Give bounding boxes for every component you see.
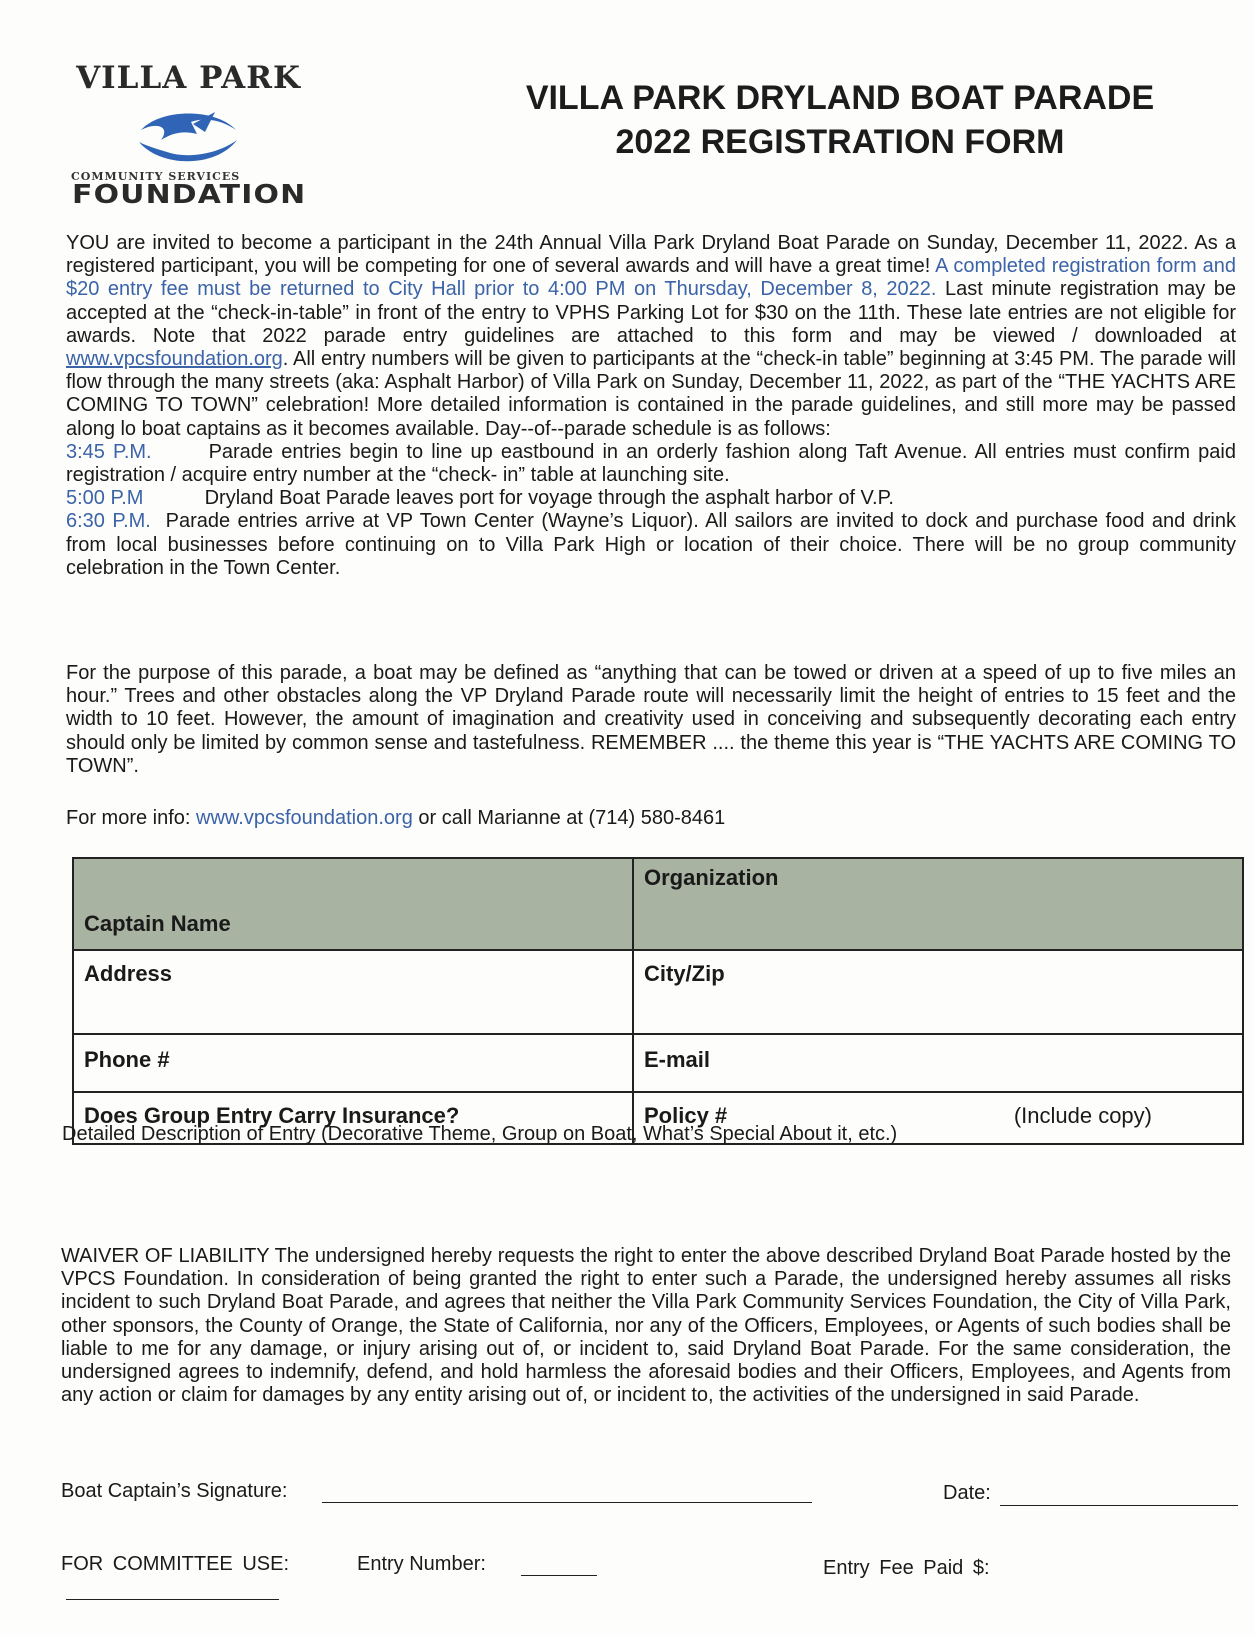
logo-top-text: VILLA PARK	[76, 60, 301, 96]
table-row	[73, 950, 1243, 1034]
intro-text-b: Last minute registration may be accepted at the “check-in-table” in front of the entry to VPHS Parking Lot for $30 on the 11th. These late entries are not eligible for awards. Note that 2022 parade entry guidelines are attached to this form and may be viewed / downloaded at	[66, 278, 1236, 347]
more-info-prefix: For more info:	[66, 807, 191, 829]
title-line-2: 2022 REGISTRATION FORM	[615, 123, 1065, 161]
table-row	[73, 1034, 1243, 1092]
captain-signature-label: Boat Captain’s Signature:	[61, 1480, 288, 1502]
schedule-item	[66, 487, 1236, 510]
schedule-text: Dryland Boat Parade leaves port for voyage through the asphalt harbor of V.P.	[204, 487, 894, 510]
entry-fee-paid-label: Entry Fee Paid $:	[823, 1557, 990, 1579]
page-title	[455, 76, 1225, 164]
address-field[interactable]: Address	[73, 950, 633, 1034]
insurance-field[interactable]: Does Group Entry Carry Insurance?	[73, 1092, 633, 1144]
more-info-line	[66, 806, 1236, 830]
waiver-of-liability: WAIVER OF LIABILITY The undersigned hereby requests the right to enter the above described Dryland Boat Parade hosted by the VPCS Foundation. In consideration of being granted the right to enter such a Parade, the undersigned hereby assumes all risks incident to such Dryland Boat Parade, and agrees that neither the Villa Park Community Services Foundation, the City of Villa Park, other sponsors, the County of Orange, the State of California, nor any of the Officers, Employees, or Agents of such bodies shall be liable to me for any damage, or injury arising out of, or incident to, said Dryland Boat Parade. For the same consideration, the undersigned agrees to indemnify, defend, and hold harmless the aforesaid bodies and their Officers, Employees, and Agents from any action or claim for damages by any entity arising out of, or incident to, the activities of the undersigned in said Parade.	[61, 1245, 1231, 1407]
city-zip-field[interactable]: City/Zip	[633, 950, 1243, 1034]
email-field[interactable]: E-mail	[633, 1034, 1243, 1092]
logo-subtitle: COMMUNITY SERVICES	[71, 170, 241, 183]
entry-fee-line[interactable]	[66, 1599, 279, 1600]
date-label: Date:	[943, 1482, 991, 1504]
boat-sail-logo-icon	[131, 100, 246, 172]
title-line-1: VILLA PARK DRYLAND BOAT PARADE	[525, 79, 1155, 117]
foundation-logo	[66, 60, 311, 210]
entry-number-line[interactable]	[521, 1575, 597, 1576]
entry-number-label: Entry Number:	[357, 1553, 486, 1575]
intro-paragraph	[66, 232, 1236, 580]
captain-name-field[interactable]: Captain Name	[73, 858, 633, 950]
boat-definition-paragraph: For the purpose of this parade, a boat may be defined as “anything that can be towed or driven at a speed of up to five miles an hour.” Trees and other obstacles along the VP Dryland Parade route will necessarily limit the height of entries to 15 feet and the width to 10 feet. However, the amount of imagination and creativity used in conceiving and subsequently decorating each entry should only be limited by common sense and tastefulness. REMEMBER .... the theme this year is “THE YACHTS ARE COMING TO TOWN”.	[66, 662, 1236, 777]
schedule-item	[66, 510, 1236, 580]
intro-text-a: YOU are invited to become a participant in the 24th Annual Villa Park Dryland Boat Parade on Sunday, December 11, 2022. As a registered participant, you will be competing for one of several awards and will have a great time!	[66, 232, 1236, 278]
schedule-time: 5:00 P.M	[66, 487, 144, 510]
table-row	[73, 858, 1243, 950]
deadline-notice: A completed registration form and $20 entry fee must be returned to City Hall prior to 4:00 PM on Thursday, December 8, 2022.	[66, 255, 1237, 301]
schedule-text: Parade entries begin to line up eastbound in an orderly fashion along Taft Avenue. All entries must confirm paid registration / acquire entry number at the “check- in” table at launching site.	[66, 440, 1236, 487]
more-info-suffix: or call Marianne at (714) 580-8461	[418, 807, 726, 829]
schedule-time: 3:45 P.M.	[66, 440, 152, 463]
logo-bottom-text: FOUNDATION	[72, 180, 307, 210]
captain-signature-line[interactable]	[322, 1502, 812, 1503]
description-label: Detailed Description of Entry (Decorative Theme, Group on Boat, What’s Special About it, etc.)	[62, 1123, 898, 1145]
registration-form-table	[72, 857, 1244, 1145]
schedule-item	[66, 441, 1236, 487]
date-line[interactable]	[1000, 1505, 1238, 1506]
schedule-time: 6:30 P.M.	[66, 510, 151, 533]
phone-field[interactable]: Phone #	[73, 1034, 633, 1092]
guidelines-link[interactable]: www.vpcsfoundation.org	[66, 348, 283, 371]
policy-label: Policy #	[644, 1103, 728, 1128]
schedule-text: Parade entries arrive at VP Town Center (Wayne’s Liquor). All sailors are invited to dock and purchase food and drink from local businesses before continuing on to Villa Park High or location of their choice. There will be no group community celebration in the Town Center.	[66, 510, 1236, 579]
committee-use-label: FOR COMMITTEE USE:	[61, 1553, 289, 1575]
intro-text	[66, 232, 1236, 441]
include-copy-note: (Include copy)	[1013, 1103, 1152, 1128]
intro-text-c: . All entry numbers will be given to participants at the “check-in table” beginning at 3:45 PM. The parade will flow through the many streets (aka: Asphalt Harbor) of Villa Park on Sunday, December 11, 2022, as part of the “THE YACHTS ARE COMING TO TOWN” celebration! More detailed information is contained in the parade guidelines, and still more may be passed along lo boat captains as it becomes available. Day--of--parade schedule is as follows:	[66, 348, 1236, 440]
website-link[interactable]: www.vpcsfoundation.org	[196, 807, 413, 829]
organization-field[interactable]: Organization	[633, 858, 1243, 950]
